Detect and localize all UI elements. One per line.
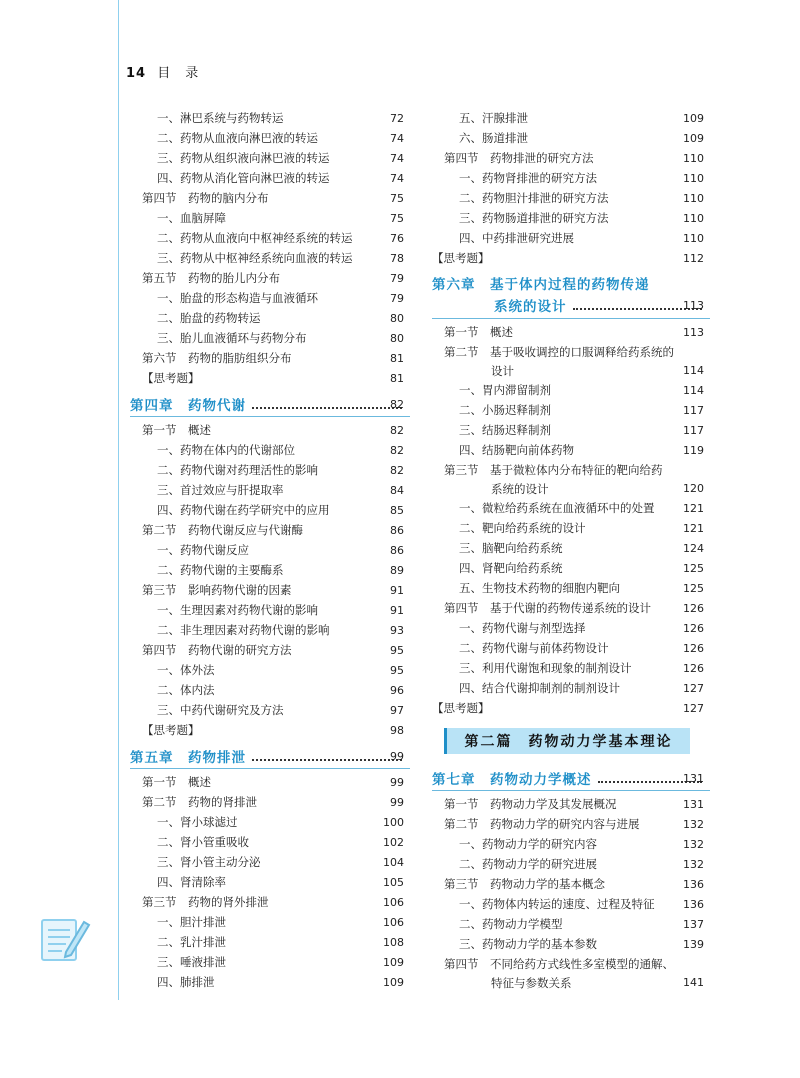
page-ref: 127 xyxy=(683,701,704,715)
entry-title: 二、药物从血液向淋巴液的转运 xyxy=(157,131,318,145)
toc-section-entry[interactable] xyxy=(432,342,710,361)
toc-section-entry-cont[interactable] xyxy=(432,973,710,992)
entry-title: 第一节 概述 xyxy=(444,325,513,339)
toc-section-entry[interactable] xyxy=(130,640,410,660)
page-ref: 82 xyxy=(390,397,404,411)
toc-subsection-entry[interactable] xyxy=(130,148,410,168)
entry-title: 二、药物代谢的主要酶系 xyxy=(157,563,284,577)
page-ref: 112 xyxy=(683,251,704,265)
entry-title: 三、中药代谢研究及方法 xyxy=(157,703,284,717)
toc-subsection-entry[interactable] xyxy=(130,308,410,328)
toc-subsection-entry[interactable] xyxy=(130,952,410,972)
page-ref: 110 xyxy=(683,171,704,185)
toc-chapter-entry[interactable] xyxy=(130,392,410,417)
toc-subsection-entry[interactable] xyxy=(130,872,410,892)
entry-title: 二、药物代谢与前体药物设计 xyxy=(459,641,609,655)
toc-section-entry[interactable] xyxy=(130,792,410,812)
entry-title: 二、乳汁排泄 xyxy=(157,935,226,949)
toc-subsection-entry[interactable] xyxy=(130,812,410,832)
page-ref: 84 xyxy=(390,483,404,497)
page-ref: 110 xyxy=(683,211,704,225)
page-ref: 120 xyxy=(683,482,704,495)
toc-section-entry[interactable] xyxy=(130,772,410,792)
chapter-title: 第四章 药物代谢 xyxy=(130,398,246,414)
entry-title: 一、药物动力学的研究内容 xyxy=(459,837,597,851)
toc-subsection-entry[interactable] xyxy=(130,620,410,640)
page-ref: 126 xyxy=(683,601,704,615)
page-ref: 121 xyxy=(683,521,704,535)
entry-title: 四、肾清除率 xyxy=(157,875,226,889)
toc-subsection-entry[interactable] xyxy=(432,188,710,208)
entry-title: 一、药物代谢反应 xyxy=(157,543,249,557)
entry-title: 三、药物动力学的基本参数 xyxy=(459,937,597,951)
toc-questions-entry[interactable] xyxy=(432,248,710,268)
toc-subsection-entry[interactable] xyxy=(130,600,410,620)
page-ref: 132 xyxy=(683,817,704,831)
chapter-title: 第七章 药物动力学概述 xyxy=(432,772,592,788)
entry-title: 一、生理因素对药物代谢的影响 xyxy=(157,603,318,617)
toc-subsection-entry[interactable] xyxy=(432,228,710,248)
toc-subsection-entry[interactable] xyxy=(432,914,710,934)
page-ref: 110 xyxy=(683,151,704,165)
entry-title: 第三节 药物动力学的基本概念 xyxy=(444,877,605,891)
entry-title: 【思考题】 xyxy=(432,701,490,715)
page-ref: 99 xyxy=(390,795,404,809)
entry-title: 二、靶向给药系统的设计 xyxy=(459,521,586,535)
toc-subsection-entry[interactable] xyxy=(130,128,410,148)
toc-section-entry[interactable] xyxy=(432,322,710,342)
page-ref: 114 xyxy=(683,383,704,397)
page-ref: 131 xyxy=(683,797,704,811)
page-ref: 93 xyxy=(390,623,404,637)
toc-subsection-entry[interactable] xyxy=(432,380,710,400)
toc-section-entry[interactable] xyxy=(130,420,410,440)
toc-right-column xyxy=(432,108,710,992)
page-ref: 100 xyxy=(383,815,404,829)
page-ref: 102 xyxy=(383,835,404,849)
toc-left-column xyxy=(130,108,410,992)
page-ref: 124 xyxy=(683,541,704,555)
page-ref: 74 xyxy=(390,151,404,165)
page-ref: 132 xyxy=(683,857,704,871)
toc-subsection-entry[interactable] xyxy=(432,400,710,420)
entry-title: 第三节 基于微粒体内分布特征的靶向给药 xyxy=(444,462,663,477)
page-ref: 106 xyxy=(383,915,404,929)
page-ref: 82 xyxy=(390,423,404,437)
page-ref: 95 xyxy=(390,663,404,677)
page-ref: 125 xyxy=(683,581,704,595)
page-ref: 113 xyxy=(683,298,704,312)
toc-subsection-entry[interactable] xyxy=(130,912,410,932)
entry-title-cont: 特征与参数关系 xyxy=(491,975,572,990)
chapter-title-line xyxy=(432,294,710,316)
toc-subsection-entry[interactable] xyxy=(432,934,710,954)
toc-subsection-entry[interactable] xyxy=(130,680,410,700)
page-ref: 91 xyxy=(390,603,404,617)
page-ref: 117 xyxy=(683,423,704,437)
notebook-pencil-icon xyxy=(36,910,92,966)
entry-title: 三、脑靶向给药系统 xyxy=(459,541,563,555)
page-ref: 108 xyxy=(383,935,404,949)
toc-section-entry[interactable] xyxy=(130,188,410,208)
page-ref: 109 xyxy=(383,955,404,969)
page-ref: 136 xyxy=(683,877,704,891)
page-ref: 126 xyxy=(683,641,704,655)
entry-title: 六、肠道排泄 xyxy=(459,131,528,145)
page-ref: 91 xyxy=(390,583,404,597)
entry-title: 第四节 药物的脑内分布 xyxy=(142,191,269,205)
toc-subsection-entry[interactable] xyxy=(432,854,710,874)
toc-subsection-entry[interactable] xyxy=(130,168,410,188)
entry-title: 四、药物从消化管向淋巴液的转运 xyxy=(157,171,330,185)
toc-subsection-entry[interactable] xyxy=(130,288,410,308)
toc-subsection-entry[interactable] xyxy=(432,128,710,148)
entry-title: 四、结合代谢抑制剂的制剂设计 xyxy=(459,681,620,695)
entry-title: 二、药物从血液向中枢神经系统的转运 xyxy=(157,231,353,245)
toc-section-entry[interactable] xyxy=(130,580,410,600)
toc-section-entry[interactable] xyxy=(432,460,710,479)
toc-subsection-entry[interactable] xyxy=(130,540,410,560)
page-ref: 80 xyxy=(390,311,404,325)
page-ref: 114 xyxy=(683,364,704,377)
page-ref: 136 xyxy=(683,897,704,911)
entry-title: 二、药物胆汁排泄的研究方法 xyxy=(459,191,609,205)
toc-section-entry[interactable] xyxy=(432,598,710,618)
toc-section-entry[interactable] xyxy=(432,874,710,894)
toc-section-entry[interactable] xyxy=(432,148,710,168)
page-ref: 99 xyxy=(390,749,404,763)
entry-title: 二、体内法 xyxy=(157,683,215,697)
toc-subsection-entry[interactable] xyxy=(130,228,410,248)
toc-chapter-entry[interactable] xyxy=(432,272,710,319)
page-ref: 121 xyxy=(683,501,704,515)
entry-title: 四、结肠靶向前体药物 xyxy=(459,443,574,457)
toc-subsection-entry[interactable] xyxy=(432,208,710,228)
entry-title: 第二节 药物动力学的研究内容与进展 xyxy=(444,817,640,831)
page-ref: 126 xyxy=(683,661,704,675)
toc-subsection-entry[interactable] xyxy=(130,460,410,480)
entry-title: 第四节 基于代谢的药物传递系统的设计 xyxy=(444,601,651,615)
page-ref: 105 xyxy=(383,875,404,889)
entry-title: 一、微粒给药系统在血液循环中的处置 xyxy=(459,501,655,515)
page-ref: 95 xyxy=(390,643,404,657)
toc-subsection-entry[interactable] xyxy=(130,560,410,580)
toc-section-entry[interactable] xyxy=(130,348,410,368)
entry-title: 第三节 影响药物代谢的因素 xyxy=(142,583,292,597)
toc-subsection-entry[interactable] xyxy=(432,168,710,188)
toc-subsection-entry[interactable] xyxy=(130,108,410,128)
entry-title: 第一节 概述 xyxy=(142,423,211,437)
page-ref: 99 xyxy=(390,775,404,789)
entry-title-cont: 系统的设计 xyxy=(491,481,549,496)
page-ref: 82 xyxy=(390,443,404,457)
entry-title: 三、肾小管主动分泌 xyxy=(157,855,261,869)
page-ref: 75 xyxy=(390,211,404,225)
page-ref: 104 xyxy=(383,855,404,869)
toc-subsection-entry[interactable] xyxy=(432,440,710,460)
page-ref: 86 xyxy=(390,543,404,557)
page-ref: 131 xyxy=(683,771,704,785)
page-ref: 74 xyxy=(390,171,404,185)
toc-subsection-entry[interactable] xyxy=(432,834,710,854)
toc-subsection-entry[interactable] xyxy=(432,578,710,598)
entry-title: 五、汗腺排泄 xyxy=(459,111,528,125)
toc-subsection-entry[interactable] xyxy=(432,518,710,538)
toc-subsection-entry[interactable] xyxy=(432,658,710,678)
page-ref: 106 xyxy=(383,895,404,909)
margin-rule xyxy=(118,0,119,1000)
entry-title: 第二节 药物的肾排泄 xyxy=(142,795,257,809)
toc-subsection-entry[interactable] xyxy=(432,678,710,698)
entry-title: 三、药物从组织液向淋巴液的转运 xyxy=(157,151,330,165)
page-ref: 97 xyxy=(390,703,404,717)
chapter-title-line xyxy=(432,272,710,294)
toc-subsection-entry[interactable] xyxy=(130,248,410,268)
page-ref: 137 xyxy=(683,917,704,931)
toc-subsection-entry[interactable] xyxy=(130,832,410,852)
page-ref: 98 xyxy=(390,723,404,737)
toc-subsection-entry[interactable] xyxy=(432,558,710,578)
entry-title: 四、药物代谢在药学研究中的应用 xyxy=(157,503,330,517)
entry-title: 三、利用代谢饱和现象的制剂设计 xyxy=(459,661,632,675)
part-banner: 第二篇 药物动力学基本理论 xyxy=(444,728,690,754)
entry-title: 三、首过效应与肝提取率 xyxy=(157,483,284,497)
toc-subsection-entry[interactable] xyxy=(432,538,710,558)
toc-section-entry-cont[interactable] xyxy=(432,361,710,380)
entry-title: 【思考题】 xyxy=(432,251,490,265)
entry-title: 三、胎儿血液循环与药物分布 xyxy=(157,331,307,345)
page-ref: 96 xyxy=(390,683,404,697)
entry-title: 一、药物肾排泄的研究方法 xyxy=(459,171,597,185)
page-ref: 125 xyxy=(683,561,704,575)
page-ref: 81 xyxy=(390,351,404,365)
toc-chapter-entry[interactable] xyxy=(432,766,710,791)
toc-subsection-entry[interactable] xyxy=(130,500,410,520)
entry-title: 【思考题】 xyxy=(142,723,200,737)
entry-title: 四、肺排泄 xyxy=(157,975,215,989)
leader-dots xyxy=(252,751,402,761)
toc-section-entry[interactable] xyxy=(130,368,410,388)
page-ref: 72 xyxy=(390,111,404,125)
entry-title: 第六节 药物的脂肪组织分布 xyxy=(142,351,292,365)
toc-subsection-entry[interactable] xyxy=(432,894,710,914)
leader-dots xyxy=(252,399,402,409)
page-ref: 127 xyxy=(683,681,704,695)
entry-title: 一、淋巴系统与药物转运 xyxy=(157,111,284,125)
entry-title: 第三节 药物的肾外排泄 xyxy=(142,895,269,909)
page-ref: 79 xyxy=(390,291,404,305)
entry-title: 第四节 不同给药方式线性多室模型的通解、 xyxy=(444,956,674,971)
entry-title: 二、药物动力学的研究进展 xyxy=(459,857,597,871)
entry-title: 第五节 药物的胎儿内分布 xyxy=(142,271,280,285)
toc-subsection-entry[interactable] xyxy=(130,660,410,680)
entry-title: 第四节 药物排泄的研究方法 xyxy=(444,151,594,165)
toc-questions-entry[interactable] xyxy=(432,698,710,718)
page-ref: 132 xyxy=(683,837,704,851)
entry-title: 第一节 概述 xyxy=(142,775,211,789)
entry-title: 一、药物体内转运的速度、过程及特征 xyxy=(459,897,655,911)
entry-title: 三、药物从中枢神经系统向血液的转运 xyxy=(157,251,353,265)
entry-title: 二、药物代谢对药理活性的影响 xyxy=(157,463,318,477)
toc-section-entry[interactable] xyxy=(130,520,410,540)
toc-chapter-entry[interactable] xyxy=(130,744,410,769)
entry-title: 三、药物肠道排泄的研究方法 xyxy=(459,211,609,225)
page-ref: 109 xyxy=(383,975,404,989)
toc-subsection-entry[interactable] xyxy=(130,208,410,228)
entry-title: 二、非生理因素对药物代谢的影响 xyxy=(157,623,330,637)
page-ref: 109 xyxy=(683,131,704,145)
page-ref: 110 xyxy=(683,191,704,205)
entry-title: 二、肾小管重吸收 xyxy=(157,835,249,849)
entry-title: 一、肾小球滤过 xyxy=(157,815,238,829)
toc-subsection-entry[interactable] xyxy=(432,618,710,638)
entry-title: 【思考题】 xyxy=(142,371,200,385)
entry-title: 五、生物技术药物的细胞内靶向 xyxy=(459,581,620,595)
page-ref: 75 xyxy=(390,191,404,205)
page-header xyxy=(126,62,199,81)
page-ref: 117 xyxy=(683,403,704,417)
page-ref: 126 xyxy=(683,621,704,635)
toc-section-entry[interactable] xyxy=(130,720,410,740)
entry-title: 一、胎盘的形态构造与血液循环 xyxy=(157,291,318,305)
page-title: 目 录 xyxy=(157,66,200,81)
entry-title: 二、胎盘的药物转运 xyxy=(157,311,261,325)
entry-title: 第二节 基于吸收调控的口服调释给药系统的 xyxy=(444,344,674,359)
chapter-title-cont: 系统的设计 xyxy=(494,299,567,315)
toc-section-entry[interactable] xyxy=(130,892,410,912)
page-ref: 139 xyxy=(683,937,704,951)
page-ref: 85 xyxy=(390,503,404,517)
toc-section-entry[interactable] xyxy=(432,794,710,814)
entry-title: 二、药物动力学模型 xyxy=(459,917,563,931)
entry-title: 四、中药排泄研究进展 xyxy=(459,231,574,245)
toc-subsection-entry[interactable] xyxy=(130,700,410,720)
entry-title: 第四节 药物代谢的研究方法 xyxy=(142,643,292,657)
toc-section-entry[interactable] xyxy=(130,268,410,288)
toc-section-entry[interactable] xyxy=(432,954,710,973)
page-number: 14 xyxy=(126,66,147,81)
entry-title: 四、肾靶向给药系统 xyxy=(459,561,563,575)
page-ref: 110 xyxy=(683,231,704,245)
page-ref: 74 xyxy=(390,131,404,145)
entry-title: 一、胆汁排泄 xyxy=(157,915,226,929)
toc-subsection-entry[interactable] xyxy=(432,638,710,658)
entry-title: 二、小肠迟释制剂 xyxy=(459,403,551,417)
page-ref: 76 xyxy=(390,231,404,245)
entry-title: 一、胃内滞留制剂 xyxy=(459,383,551,397)
toc-section-entry[interactable] xyxy=(432,814,710,834)
toc-subsection-entry[interactable] xyxy=(130,972,410,992)
page-ref: 82 xyxy=(390,463,404,477)
toc-section-entry-cont[interactable] xyxy=(432,479,710,498)
entry-title-cont: 设计 xyxy=(491,363,514,378)
toc-subsection-entry[interactable] xyxy=(432,108,710,128)
page-ref: 80 xyxy=(390,331,404,345)
toc-subsection-entry[interactable] xyxy=(130,328,410,348)
page-ref: 89 xyxy=(390,563,404,577)
entry-title: 第一节 药物动力学及其发展概况 xyxy=(444,797,617,811)
entry-title: 第二节 药物代谢反应与代谢酶 xyxy=(142,523,303,537)
toc-subsection-entry[interactable] xyxy=(130,932,410,952)
entry-title: 一、药物在体内的代谢部位 xyxy=(157,443,295,457)
page-ref: 119 xyxy=(683,443,704,457)
toc-subsection-entry[interactable] xyxy=(130,852,410,872)
entry-title: 三、唾液排泄 xyxy=(157,955,226,969)
toc-subsection-entry[interactable] xyxy=(130,480,410,500)
page-ref: 78 xyxy=(390,251,404,265)
toc-subsection-entry[interactable] xyxy=(432,498,710,518)
entry-title: 三、结肠迟释制剂 xyxy=(459,423,551,437)
entry-title: 一、体外法 xyxy=(157,663,215,677)
chapter-title: 第六章 基于体内过程的药物传递 xyxy=(432,277,650,293)
page-ref: 81 xyxy=(390,371,404,385)
entry-title: 一、药物代谢与剂型选择 xyxy=(459,621,586,635)
entry-title: 一、血脑屏障 xyxy=(157,211,226,225)
page-ref: 86 xyxy=(390,523,404,537)
page-ref: 109 xyxy=(683,111,704,125)
page-ref: 113 xyxy=(683,325,704,339)
chapter-title: 第五章 药物排泄 xyxy=(130,750,246,766)
toc-subsection-entry[interactable] xyxy=(432,420,710,440)
page-ref: 141 xyxy=(683,976,704,989)
toc-subsection-entry[interactable] xyxy=(130,440,410,460)
page-ref: 79 xyxy=(390,271,404,285)
